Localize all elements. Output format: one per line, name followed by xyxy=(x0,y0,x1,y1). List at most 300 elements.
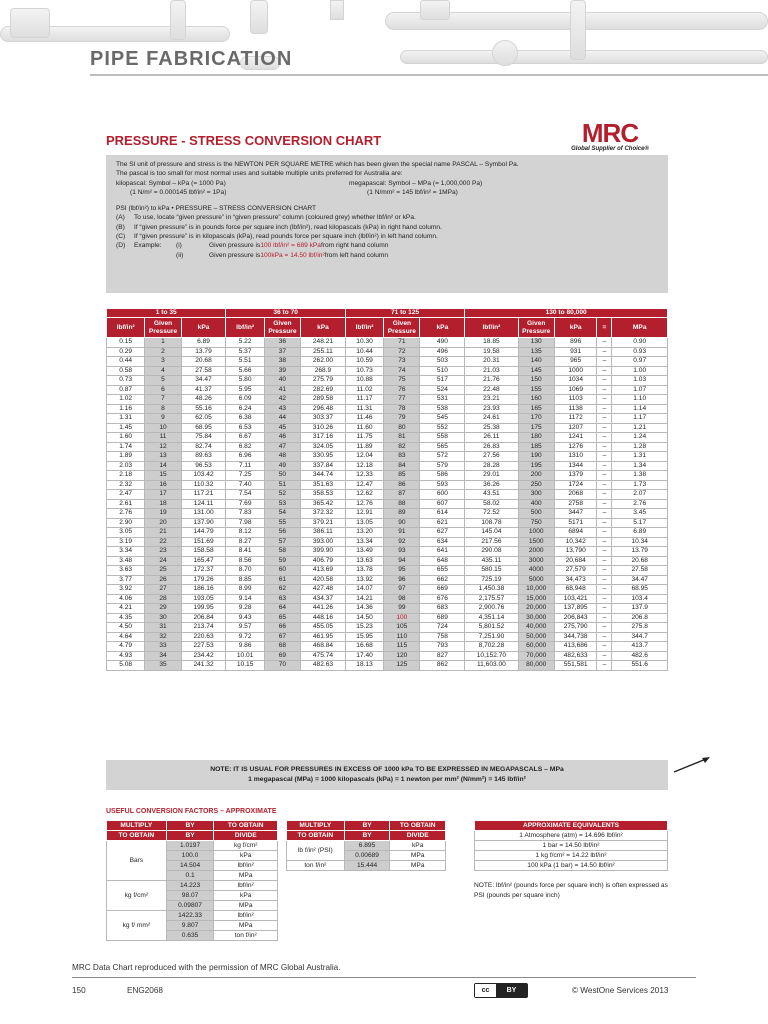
conversion-factor: 14.223 xyxy=(166,881,214,891)
table-cell: 70 xyxy=(264,661,300,671)
table-cell: 621 xyxy=(420,518,465,528)
table-cell: 28.28 xyxy=(465,461,518,471)
table-cell: 372.32 xyxy=(301,509,346,519)
example-highlight: 100 lbf/in² = 689 kPa xyxy=(260,242,321,250)
table-cell: 344,738 xyxy=(554,632,597,642)
table-cell: 1000 xyxy=(554,366,597,376)
table-cell: 145.04 xyxy=(465,528,518,538)
table-cell: 5.51 xyxy=(226,357,264,367)
table-cell: 9.86 xyxy=(226,642,264,652)
table-cell: 6.96 xyxy=(226,452,264,462)
table-cell: 482.6 xyxy=(612,651,668,661)
table-cell: 400 xyxy=(518,499,554,509)
h-by: BY xyxy=(344,831,390,841)
conversion-target: lbf/in² xyxy=(214,861,278,871)
table-cell: 24.61 xyxy=(465,414,518,424)
table-cell: 75 xyxy=(384,376,420,386)
table-cell: 91 xyxy=(384,528,420,538)
table-cell: 344.7 xyxy=(612,632,668,642)
table-cell: 90 xyxy=(384,518,420,528)
table-cell: 199.95 xyxy=(181,604,226,614)
table-cell: 510 xyxy=(420,366,465,376)
table-cell: – xyxy=(597,385,612,395)
table-cell: 27,579 xyxy=(554,566,597,576)
conversion-target: MPa xyxy=(214,921,278,931)
table-cell: 10,152.70 xyxy=(465,651,518,661)
table-cell: 69 xyxy=(264,651,300,661)
table-cell: 34.47 xyxy=(181,376,226,386)
table-cell: 135 xyxy=(518,347,554,357)
table-cell: 50 xyxy=(264,471,300,481)
table-cell: 7.11 xyxy=(226,461,264,471)
table-cell: 965 xyxy=(554,357,597,367)
table-cell: 20,000 xyxy=(518,604,554,614)
table-cell: 180 xyxy=(518,433,554,443)
table-cell: 3.77 xyxy=(107,575,145,585)
table-cell: 565 xyxy=(420,442,465,452)
arrow-icon xyxy=(672,755,712,775)
table-cell: 79 xyxy=(384,414,420,424)
table-cell: – xyxy=(597,376,612,386)
table-cell: 1,450.38 xyxy=(465,585,518,595)
table-cell: 750 xyxy=(518,518,554,528)
table-cell: 13.92 xyxy=(345,575,383,585)
table-cell: 435.11 xyxy=(465,556,518,566)
table-cell: 32 xyxy=(145,632,181,642)
table-cell: 300 xyxy=(518,490,554,500)
approx-row xyxy=(475,851,668,861)
example-text: Given pressure is xyxy=(209,251,261,259)
note-line: 1 megapascal (MPa) = 1000 kilopascals (kPa) = 1 newton per mm² (N/mm²) = 145 lbf/in² xyxy=(248,776,526,783)
table-cell: – xyxy=(597,661,612,671)
table-cell: 12.33 xyxy=(345,471,383,481)
table-cell: 0.87 xyxy=(107,385,145,395)
table-cell: 72 xyxy=(384,347,420,357)
header-rule xyxy=(90,74,768,76)
table-cell: 19 xyxy=(145,509,181,519)
table-cell: 15,000 xyxy=(518,594,554,604)
conversion-factor: 15.444 xyxy=(344,861,390,871)
table-row xyxy=(107,594,668,604)
table-cell: – xyxy=(597,547,612,557)
table-cell: 117.21 xyxy=(181,490,226,500)
table-cell: 29 xyxy=(145,604,181,614)
table-row xyxy=(107,585,668,595)
h-to-obtain: TO OBTAIN xyxy=(287,831,345,841)
conversion-row xyxy=(107,841,278,851)
table-cell: 579 xyxy=(420,461,465,471)
table-cell: 0.29 xyxy=(107,347,145,357)
table-cell: 5.22 xyxy=(226,338,264,348)
col-header-given: Given Pressure xyxy=(518,318,554,338)
conversion-target: kg f/cm² xyxy=(214,841,278,851)
table-cell: 82 xyxy=(384,442,420,452)
table-cell: 455.05 xyxy=(301,623,346,633)
table-row xyxy=(107,471,668,481)
table-row xyxy=(107,632,668,642)
table-cell: 399.90 xyxy=(301,547,346,557)
col-header-kpa: kPa xyxy=(554,318,597,338)
table-row xyxy=(107,537,668,547)
example-highlight: 100kPa = 14.50 lbf/in² xyxy=(260,251,325,259)
table-cell: 9.43 xyxy=(226,613,264,623)
table-cell: 1069 xyxy=(554,385,597,395)
group-header: 71 to 125 xyxy=(345,309,464,318)
table-cell: 12.91 xyxy=(345,509,383,519)
table-cell: 137.9 xyxy=(612,604,668,614)
table-cell: 255.11 xyxy=(301,347,346,357)
table-cell: 7 xyxy=(145,395,181,405)
table-cell: 11 xyxy=(145,433,181,443)
table-cell: 4.93 xyxy=(107,651,145,661)
table-cell: 2,900.76 xyxy=(465,604,518,614)
table-cell: 158.58 xyxy=(181,547,226,557)
table-cell: 179.26 xyxy=(181,575,226,585)
table-cell: 5.37 xyxy=(226,347,264,357)
table-cell: 1.02 xyxy=(107,395,145,405)
table-cell: 1241 xyxy=(554,433,597,443)
table-cell: 63 xyxy=(264,594,300,604)
table-cell: 13.79 xyxy=(612,547,668,557)
table-cell: 5.66 xyxy=(226,366,264,376)
table-cell: 0.93 xyxy=(612,347,668,357)
table-cell: – xyxy=(597,566,612,576)
table-cell: 500 xyxy=(518,509,554,519)
table-cell: 30 xyxy=(145,613,181,623)
table-cell: 2758 xyxy=(554,499,597,509)
table-cell: 5000 xyxy=(518,575,554,585)
conversion-factor: 0.1 xyxy=(166,871,214,881)
table-cell: 30,000 xyxy=(518,613,554,623)
table-cell: – xyxy=(597,623,612,633)
table-cell: 23.93 xyxy=(465,404,518,414)
table-cell: 31 xyxy=(145,623,181,633)
table-cell: 6.82 xyxy=(226,442,264,452)
table-cell: 413.69 xyxy=(301,566,346,576)
table-cell: 551,581 xyxy=(554,661,597,671)
table-cell: 155 xyxy=(518,385,554,395)
table-cell: 45 xyxy=(264,423,300,433)
by-icon: BY xyxy=(496,984,527,997)
page-number: 150 xyxy=(72,986,86,995)
table-row xyxy=(107,651,668,661)
conversion-target: MPa xyxy=(390,861,446,871)
table-cell: 468.84 xyxy=(301,642,346,652)
col-header-kpa: kPa xyxy=(420,318,465,338)
table-cell: 62 xyxy=(264,585,300,595)
col-header-lbf: lbf/in² xyxy=(107,318,145,338)
table-cell: 25.38 xyxy=(465,423,518,433)
table-cell: 1 xyxy=(145,338,181,348)
table-cell: – xyxy=(597,613,612,623)
table-cell: 250 xyxy=(518,480,554,490)
conversion-factor: 0.00689 xyxy=(344,851,390,861)
table-cell: 14.21 xyxy=(345,594,383,604)
table-cell: 11,603.00 xyxy=(465,661,518,671)
table-cell: 344.74 xyxy=(301,471,346,481)
table-cell: 98 xyxy=(384,594,420,604)
conversion-factor: 98.07 xyxy=(166,891,214,901)
table-cell: 108.78 xyxy=(465,518,518,528)
table-cell: 175 xyxy=(518,423,554,433)
table-cell: – xyxy=(597,404,612,414)
table-cell: 12 xyxy=(145,442,181,452)
table-cell: 18 xyxy=(145,499,181,509)
pipe-decoration xyxy=(330,0,344,20)
table-cell: 73 xyxy=(384,357,420,367)
table-cell: 4.50 xyxy=(107,623,145,633)
table-cell: 1.31 xyxy=(107,414,145,424)
table-cell: 10.73 xyxy=(345,366,383,376)
table-cell: 0.73 xyxy=(107,376,145,386)
table-cell: 4.64 xyxy=(107,632,145,642)
table-cell: 1379 xyxy=(554,471,597,481)
table-row xyxy=(107,404,668,414)
table-cell: 558 xyxy=(420,433,465,443)
table-row xyxy=(107,528,668,538)
table-cell: 64 xyxy=(264,604,300,614)
table-cell: 1.03 xyxy=(612,376,668,386)
table-cell: 82.74 xyxy=(181,442,226,452)
table-cell: 1.17 xyxy=(612,414,668,424)
pipe-decoration xyxy=(170,0,186,40)
table-cell: 23.21 xyxy=(465,395,518,405)
cc-license-badge[interactable] xyxy=(474,983,528,998)
table-cell: 896 xyxy=(554,338,597,348)
table-cell: 1.10 xyxy=(612,395,668,405)
table-cell: 5,801.52 xyxy=(465,623,518,633)
table-cell: 10,000 xyxy=(518,585,554,595)
table-row xyxy=(107,442,668,452)
table-cell: 38 xyxy=(264,357,300,367)
table-cell: 268.9 xyxy=(301,366,346,376)
table-cell: 3.45 xyxy=(612,509,668,519)
pipe-flange xyxy=(10,8,50,38)
table-cell: 217.56 xyxy=(465,537,518,547)
table-cell: 84 xyxy=(384,461,420,471)
table-cell: 85 xyxy=(384,471,420,481)
table-cell: 80 xyxy=(384,423,420,433)
table-cell: 8 xyxy=(145,404,181,414)
table-cell: 33 xyxy=(145,642,181,652)
table-cell: 20.68 xyxy=(612,556,668,566)
table-cell: 13.20 xyxy=(345,528,383,538)
table-cell: 6.89 xyxy=(612,528,668,538)
table-cell: 10.30 xyxy=(345,338,383,348)
table-row xyxy=(107,461,668,471)
table-cell: 22.48 xyxy=(465,385,518,395)
table-cell: 145 xyxy=(518,366,554,376)
table-cell: 13,790 xyxy=(554,547,597,557)
table-row xyxy=(107,433,668,443)
table-cell: – xyxy=(597,490,612,500)
table-cell: 27.58 xyxy=(181,366,226,376)
table-cell: 2.07 xyxy=(612,490,668,500)
table-cell: 7.98 xyxy=(226,518,264,528)
h-multiply: MULTIPLY xyxy=(287,821,345,831)
table-cell: 89 xyxy=(384,509,420,519)
table-cell: 2.03 xyxy=(107,461,145,471)
col-header-mpa: MPa xyxy=(612,318,668,338)
table-cell: 1.31 xyxy=(612,452,668,462)
col-header-eq: = xyxy=(597,318,612,338)
table-cell: 11.89 xyxy=(345,442,383,452)
conversion-factor: 1.0197 xyxy=(166,841,214,851)
table-cell: 14.07 xyxy=(345,585,383,595)
table-cell: 110.32 xyxy=(181,480,226,490)
conversion-factors-right xyxy=(286,820,446,871)
table-cell: 13.34 xyxy=(345,537,383,547)
table-cell: 13.78 xyxy=(345,566,383,576)
approx-equivalents xyxy=(474,820,668,871)
table-cell: – xyxy=(597,651,612,661)
table-cell: 68 xyxy=(264,642,300,652)
table-cell: 10.59 xyxy=(345,357,383,367)
approx-value: 1 Atmosphere (atm) = 14.696 lbf/in² xyxy=(475,831,668,841)
table-cell: 185 xyxy=(518,442,554,452)
table-cell: 648 xyxy=(420,556,465,566)
table-cell: 290.08 xyxy=(465,547,518,557)
table-cell: 2068 xyxy=(554,490,597,500)
table-cell: 37 xyxy=(264,347,300,357)
conversion-row xyxy=(107,911,278,921)
table-cell: 330.95 xyxy=(301,452,346,462)
table-row xyxy=(107,509,668,519)
section-title: PIPE FABRICATION xyxy=(90,48,293,70)
table-cell: 92 xyxy=(384,537,420,547)
table-cell: 12.76 xyxy=(345,499,383,509)
table-cell: 42 xyxy=(264,395,300,405)
table-cell: 538 xyxy=(420,404,465,414)
h-by: BY xyxy=(166,821,214,831)
conversion-factor: 100.0 xyxy=(166,851,214,861)
table-cell: 1276 xyxy=(554,442,597,452)
psi-line: PSI (lbf/in²) to kPa • PRESSURE – STRESS CONVERSION CHART xyxy=(116,205,317,213)
table-cell: 324.05 xyxy=(301,442,346,452)
table-cell: 86 xyxy=(384,480,420,490)
table-cell: 862 xyxy=(420,661,465,671)
table-cell: 1138 xyxy=(554,404,597,414)
approx-value: 1 kg f/cm² = 14.22 lbf/in² xyxy=(475,851,668,861)
note-line: NOTE: IT IS USUAL FOR PRESSURES IN EXCESS OF 1000 kPa TO BE EXPRESSED IN MEGAPASCALS – MPa xyxy=(210,766,564,773)
table-cell: 1500 xyxy=(518,537,554,547)
step-text: If “given pressure” is in kilopascals (kPa), read pounds force per square inch (lbf/in²) in left hand column. xyxy=(134,233,438,241)
table-cell: 27.58 xyxy=(612,566,668,576)
table-cell: 20,684 xyxy=(554,556,597,566)
pipe-flange xyxy=(420,0,450,20)
table-cell: 531 xyxy=(420,395,465,405)
table-cell: 475.74 xyxy=(301,651,346,661)
table-cell: – xyxy=(597,347,612,357)
table-cell: 13.05 xyxy=(345,518,383,528)
table-cell: 0.44 xyxy=(107,357,145,367)
table-cell: 68,948 xyxy=(554,585,597,595)
table-cell: 144.79 xyxy=(181,528,226,538)
table-cell: 26 xyxy=(145,575,181,585)
table-cell: 1.38 xyxy=(612,471,668,481)
conversion-factor: 0.635 xyxy=(166,931,214,941)
table-cell: 18.13 xyxy=(345,661,383,671)
table-row xyxy=(107,385,668,395)
table-cell: 600 xyxy=(420,490,465,500)
table-cell: 97 xyxy=(384,585,420,595)
mpa-def: megapascal: Symbol – MPa (= 1,000,000 Pa) xyxy=(349,179,483,187)
table-cell: 4.35 xyxy=(107,613,145,623)
table-cell: 683 xyxy=(420,604,465,614)
table-cell: 21 xyxy=(145,528,181,538)
table-cell: 9.14 xyxy=(226,594,264,604)
table-cell: 29.01 xyxy=(465,471,518,481)
table-cell: 1000 xyxy=(518,528,554,538)
example-text: Given pressure is xyxy=(209,242,261,250)
table-cell: 2.32 xyxy=(107,480,145,490)
table-cell: 6894 xyxy=(554,528,597,538)
table-row xyxy=(107,556,668,566)
table-cell: 100 xyxy=(384,613,420,623)
table-cell: 61 xyxy=(264,575,300,585)
table-cell: 552 xyxy=(420,423,465,433)
table-cell: 40,000 xyxy=(518,623,554,633)
kpa-def: kilopascal: Symbol – kPa (= 1000 Pa) xyxy=(116,179,226,187)
table-cell: 6.89 xyxy=(181,338,226,348)
table-cell: – xyxy=(597,433,612,443)
table-cell: 36.26 xyxy=(465,480,518,490)
table-cell: 21.76 xyxy=(465,376,518,386)
table-cell: 4,351.14 xyxy=(465,613,518,623)
approx-value: 100 kPa (1 bar) = 14.50 lbf/in² xyxy=(475,861,668,871)
example-label: (ii) xyxy=(176,251,184,259)
table-cell: 413,686 xyxy=(554,642,597,652)
table-cell: 41 xyxy=(264,385,300,395)
h-to-obtain: TO OBTAIN xyxy=(390,821,446,831)
table-cell: 18.85 xyxy=(465,338,518,348)
table-cell: 26.83 xyxy=(465,442,518,452)
table-cell: 8.56 xyxy=(226,556,264,566)
table-cell: 195 xyxy=(518,461,554,471)
table-cell: 55 xyxy=(264,518,300,528)
table-cell: 120 xyxy=(384,651,420,661)
table-cell: 88 xyxy=(384,499,420,509)
table-cell: 213.74 xyxy=(181,623,226,633)
table-cell: 3.48 xyxy=(107,556,145,566)
table-cell: 931 xyxy=(554,347,597,357)
table-cell: 12.04 xyxy=(345,452,383,462)
table-row xyxy=(107,547,668,557)
table-row xyxy=(107,366,668,376)
table-row xyxy=(107,423,668,433)
table-row xyxy=(107,338,668,348)
table-cell: 303.37 xyxy=(301,414,346,424)
table-cell: 2 xyxy=(145,347,181,357)
header-banner xyxy=(0,0,768,100)
table-cell: 6.53 xyxy=(226,423,264,433)
conversion-title: USEFUL CONVERSION FACTORS – APPROXIMATE xyxy=(106,808,277,815)
table-cell: 1.28 xyxy=(612,442,668,452)
conversion-factor: 0.09807 xyxy=(166,901,214,911)
doc-code: ENG2068 xyxy=(127,986,163,995)
table-cell: 13.49 xyxy=(345,547,383,557)
table-cell: 0.58 xyxy=(107,366,145,376)
table-cell: 17 xyxy=(145,490,181,500)
table-cell: 434.37 xyxy=(301,594,346,604)
table-cell: 5.17 xyxy=(612,518,668,528)
table-cell: 103.4 xyxy=(612,594,668,604)
table-cell: 17.40 xyxy=(345,651,383,661)
group-header: 36 to 70 xyxy=(226,309,345,318)
table-cell: 3.63 xyxy=(107,566,145,576)
table-cell: 60,000 xyxy=(518,642,554,652)
table-cell: 317.16 xyxy=(301,433,346,443)
